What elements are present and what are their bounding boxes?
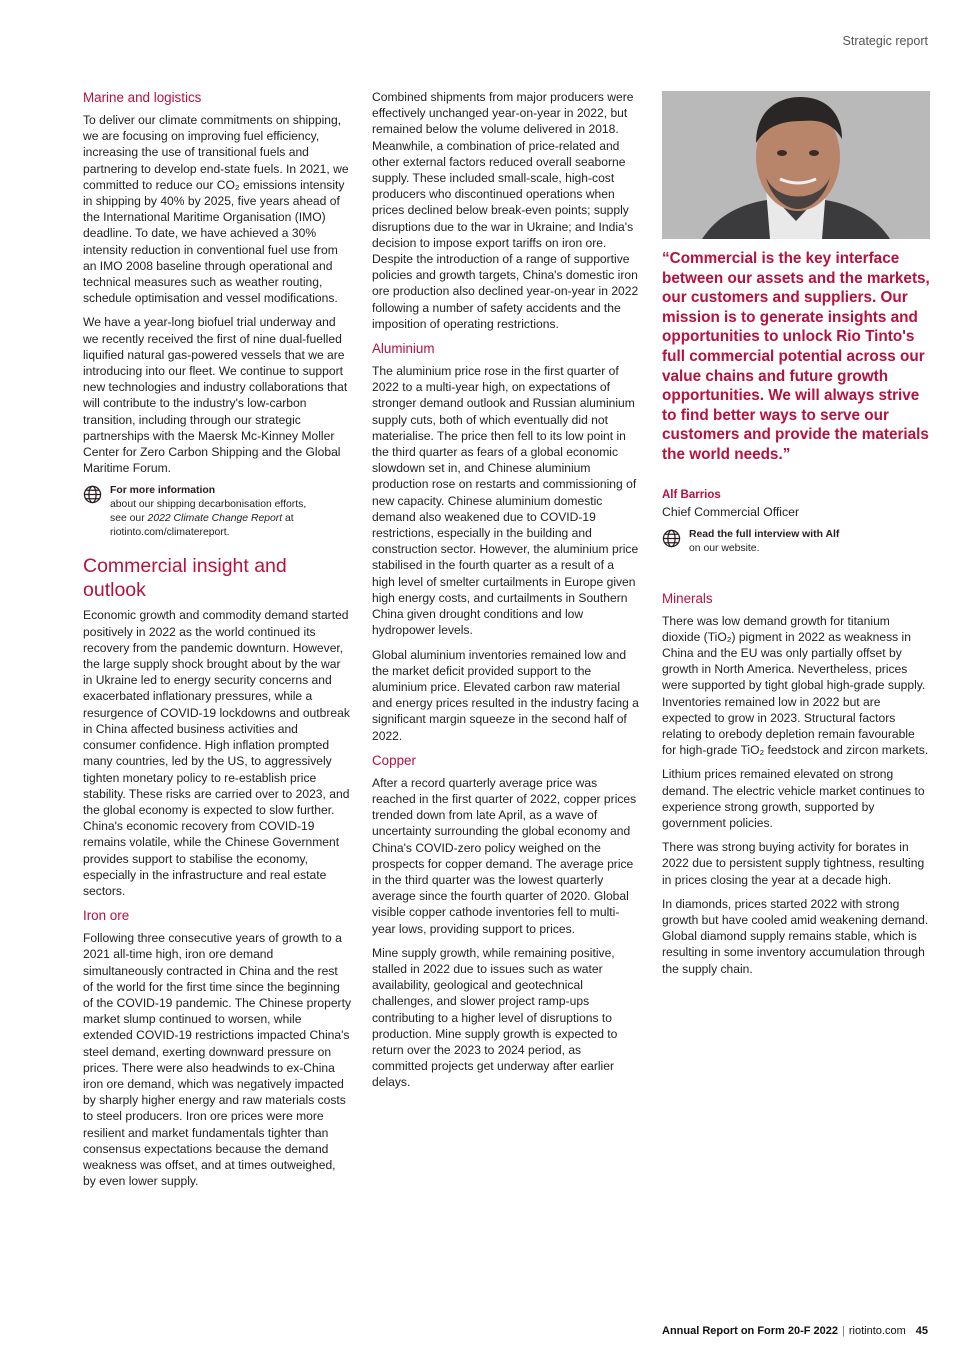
heading-iron-ore: Iron ore [83, 908, 130, 924]
minerals-paragraph-1: There was low demand growth for titanium dioxide (TiO₂) pigment in 2022 as weakness in China and the EU was only partially offset by growth in North America. Nevertheless, prices were supported by tight global high-grade supply. Inventories remained low in 2022 but are expected to grow in 2023. Structural factors relating to orebody depletion remain favourable for high-grade TiO₂ feedstock and zircon markets. [662, 613, 929, 758]
interview-callout [662, 528, 930, 556]
copper-paragraph-1: After a record quarterly average price was reached in the first quarter of 2022, copper prices trended down from late April, as a wave of uncertainty surrounding the global economy and China's COVID-zero policy weighed on the prospects for copper demand. The average price in the third quarter was the lowest quarterly average since the fourth quarter of 2020. Global visible copper cathode inventories fell to multi-year lows, providing support to prices. [372, 775, 637, 936]
more-info-callout [83, 484, 351, 540]
quote-author-name: Alf Barrios [662, 488, 721, 501]
iron-ore-paragraph-1: Following three consecutive years of growth to a 2021 all-time high, iron ore demand simultaneously contracted in China and the rest of the world for the first time since the beginning of the COVID-19 pandemic. The Chinese property market slump continued to worsen, while extended COVID-19 restrictions impacted China's steel demand, exerting downward pressure on prices. There were also headwinds to ex-China iron ore demand, which was negatively impacted by sharply higher energy and raw materials costs to steel producers. Iron ore prices were more resilient and market fundamentals tighter than consensus expectations because the demand weakness was offset, and at times outweighed, by even lower supply. [83, 931, 351, 1189]
column-right [662, 89, 930, 985]
footer-report-title: Annual Report on Form 20-F 2022 [662, 1325, 839, 1337]
portrait-photo [662, 91, 930, 239]
quote-author-title: Chief Commercial Officer [662, 504, 800, 519]
minerals-paragraph-4: In diamonds, prices started 2022 with strong growth but have cooled amid weakening demand. Global diamond supply remains stable, which is resulting in some inventory accumulation through the supply chain. [662, 896, 929, 976]
marine-paragraph-1: To deliver our climate commitments on shipping, we are focusing on improving fuel efficiency, increasing the use of transitional fuels and partnering to develop end-state fuels. In 2021, we committed to reduce our CO₂ emissions intensity in shipping by 40% by 2025, five years ahead of the International Maritime Organisation (IMO) deadline. To date, we have achieved a 30% intensity reduction in conventional fuel use from an IMO 2008 baseline through operational and technical measures such as weather routing, schedule optimisation and vessel modifications. [83, 113, 349, 306]
heading-minerals: Minerals [662, 590, 713, 606]
climate-report-link[interactable]: riotinto.com/climatereport. [110, 527, 230, 539]
aluminium-paragraph-1: The aluminium price rose in the first quarter of 2022 to a multi-year high, on expectations of stronger demand outlook and Russian aluminium supply cuts, both of which eventually did not materialise. The price then fell to its low point in the third quarter as fears of a global economic slowdown set in, and Chinese aluminium production rose on restarts and commissioning of new capacity. Chinese aluminium domestic demand also weakened due to COVID-19 restrictions, especially in the building and construction sector. However, the aluminium price stabilised in the fourth quarter as a result of a high level of smelter curtailments in Europe given high energy costs, and curtailments in Southern China given drought conditions and low hydropower levels. [372, 364, 639, 638]
climate-report-title: 2022 Climate Change Report [147, 513, 283, 525]
interview-text [689, 528, 839, 556]
aluminium-paragraph-2: Global aluminium inventories remained low and the market deficit provided support to the aluminium price. Elevated carbon raw material and energy prices resulted in the industry facing a significant margin squeeze in the second half of 2022. [372, 647, 639, 743]
more-info-text [110, 484, 306, 540]
interview-sub: on our website. [689, 542, 760, 554]
pull-quote: “Commercial is the key interface between our assets and the markets, our customers and suppliers. Our mission is to generate insights and opportunities to unlock Rio Tinto's full commercial potential across our value chains and future growth opportunities. We will always strive to find better ways to serve our customers and provide the materials the world needs.” [662, 250, 930, 463]
more-info-line-2-prefix: see our [110, 513, 148, 525]
page-footer: Annual Report on Form 20-F 2022 | riotinto.com 45 [662, 1325, 928, 1337]
globe-icon [662, 529, 681, 548]
section-title-commercial-insight: Commercial insight and outlook [83, 555, 287, 602]
column-middle [372, 89, 640, 1099]
section-label: Strategic report [842, 34, 928, 48]
commercial-paragraph-1: Economic growth and commodity demand started positively in 2022 as the world continued its recovery from the pandemic downturn. However, the large supply shock brought about by the war in Ukraine led to energy security concerns and exacerbated inflationary pressures, while a resurgence of COVID-19 lockdowns and outbreak in China affected business activities and consumer confidence. High inflation prompted many countries, led by the US, to aggressively tighten monetary policy to re-establish price stability. These risks are carried over to 2023, and the global economy is expected to slow further. China's economic recovery from COVID-19 remains volatile, while the Chinese Government provides support to stabilise the economy, especially in the infrastructure and real estate sectors. [83, 608, 350, 898]
heading-copper: Copper [372, 752, 416, 768]
minerals-paragraph-3: There was strong buying activity for borates in 2022 due to persistent supply tightness, resulting in prices closing the year at a decade high. [662, 840, 925, 887]
copper-paragraph-2: Mine supply growth, while remaining positive, stalled in 2022 due to issues such as water availability, geological and geotechnical challenges, and slower project ramp-ups contributing to a higher level of disruptions to production. Mine supply growth is expected to return over the 2023 to 2024 period, as committed projects get underway after earlier delays. [372, 945, 618, 1090]
globe-icon [83, 485, 102, 504]
minerals-paragraph-2: Lithium prices remained elevated on strong demand. The electric vehicle market continues to experience strong growth, supported by government policies. [662, 767, 925, 830]
footer-website[interactable]: riotinto.com [848, 1325, 906, 1337]
more-info-line-2-suffix: at [282, 513, 294, 525]
more-info-title: For more information [110, 485, 216, 497]
more-info-line-1: about our shipping decarbonisation efforts, [110, 499, 307, 511]
heading-aluminium: Aluminium [372, 341, 435, 357]
heading-marine-logistics: Marine and logistics [83, 90, 202, 105]
iron-ore-paragraph-2: Combined shipments from major producers were effectively unchanged year-on-year in 2022, but remained below the volume delivered in 2018. Meanwhile, a combination of price-related and other external factors reduced overall seaborne supply. These included small-scale, high-cost producers who discontinued operations when prices declined below break-even points; supply disruptions due to the war in Ukraine; and India's decision to impose export tariffs on iron ore. Despite the introduction of a range of supportive policies and growth targets, China's domestic iron ore production also declined year-on-year in 2022 following a number of safety accidents and the imposition of operating restrictions. [372, 90, 639, 331]
column-left [83, 89, 351, 1197]
interview-link[interactable]: Read the full interview with Alf [689, 528, 840, 540]
marine-paragraph-2: We have a year-long biofuel trial underway and we recently received the first of nine dual-fuelled liquified natural gas-powered vessels that we are introducing into our fleet. We continue to support new technologies and industry collaborations that will contribute to the industry's low-carbon transition, including through our strategic partnerships with the Maersk Mc-Kinney Moller Center for Zero Carbon Shipping and the Global Maritime Forum. [83, 315, 348, 476]
page-number: 45 [915, 1325, 928, 1337]
